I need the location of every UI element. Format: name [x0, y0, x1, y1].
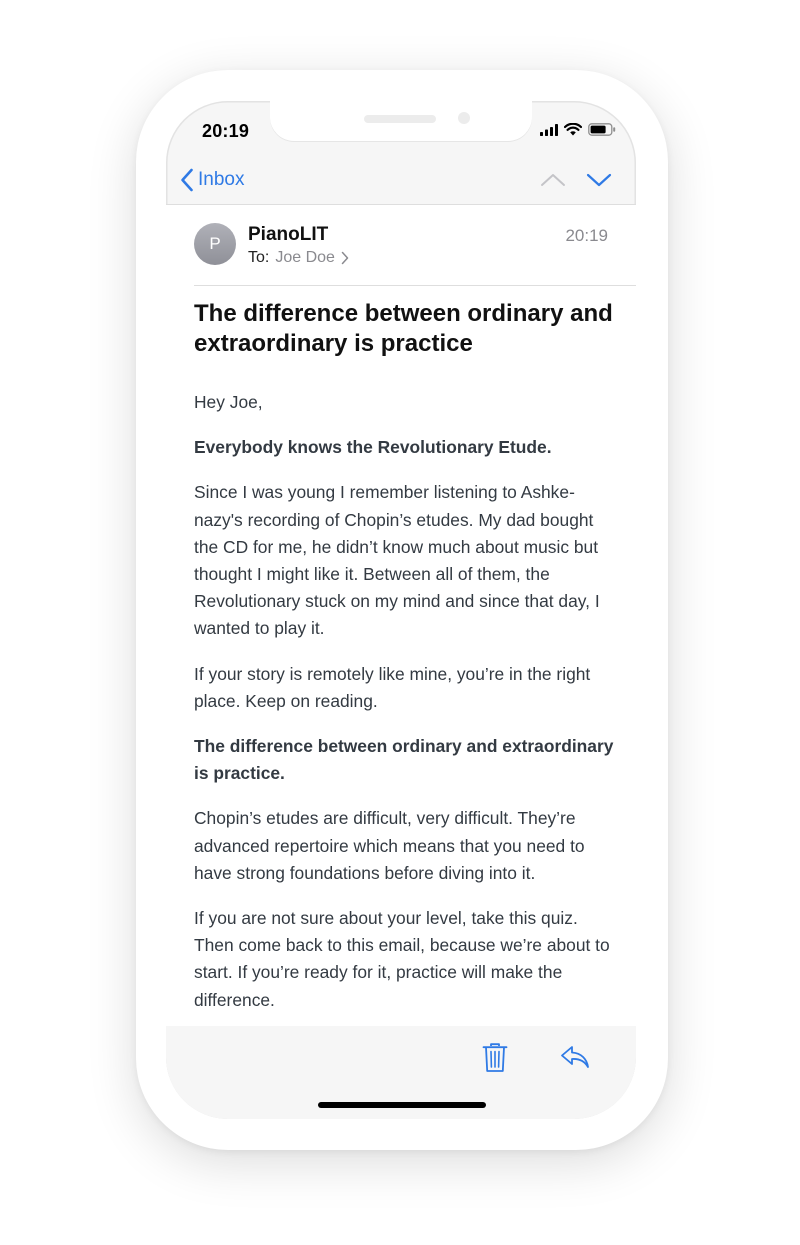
- reply-icon: [560, 1045, 590, 1069]
- nav-bar: [166, 159, 636, 205]
- body-paragraph: Since I was young I remember listening to Ashkenazy's recording of Chopin’s etudes. My dad bought the CD for me, he didn’t know much about music but thought I might like it. Between all of them, the Revolutionary stuck on my mind and since that day, I wanted to play it.: [194, 482, 600, 639]
- recipient-row[interactable]: [248, 249, 349, 267]
- signal-icon: [540, 124, 558, 136]
- chevron-up-icon: [540, 167, 566, 193]
- body-paragraph: Hey Joe,: [194, 392, 263, 412]
- header-divider: [194, 285, 636, 286]
- sender-name[interactable]: PianoLIT: [248, 224, 329, 245]
- body-paragraph: If you are not sure about your level, take this quiz. Then come back to this email, because we’re about to start. If you’re ready for it, practice will make the difference.: [194, 908, 610, 1010]
- message-subject: The difference between ordinary and extraordinary is practice: [194, 300, 613, 357]
- trash-icon: [482, 1043, 508, 1073]
- body-paragraph: If your story is remotely like mine, you’re in the right place. Keep on reading.: [194, 663, 591, 711]
- body-paragraph: Chopin’s etudes are difficult, very difficult. They’re advanced repertoire which means that you need to have strong foundations before diving into it.: [194, 808, 585, 883]
- previous-message-button[interactable]: [540, 167, 566, 198]
- back-label: Inbox: [198, 169, 245, 190]
- status-time: 20:19: [202, 121, 250, 141]
- bottom-toolbar: [166, 1026, 636, 1119]
- wifi-icon: [564, 123, 582, 136]
- phone-screen: [166, 101, 636, 1119]
- avatar[interactable]: P: [194, 223, 236, 265]
- message-body[interactable]: [194, 389, 614, 1027]
- status-icons: [540, 123, 616, 136]
- chevron-right-icon: [341, 251, 349, 265]
- delete-button[interactable]: [482, 1043, 508, 1078]
- to-label: To:: [248, 249, 270, 266]
- home-indicator[interactable]: [318, 1102, 486, 1108]
- chevron-left-icon: [180, 168, 194, 192]
- back-button[interactable]: [180, 165, 244, 195]
- body-paragraph: Everybody knows the Revolutionary Etude.: [194, 437, 552, 458]
- speaker: [364, 115, 436, 123]
- body-paragraph: The difference between ordinary and extraordinary is practice.: [194, 736, 614, 784]
- message-view: [166, 204, 636, 1027]
- battery-icon: [588, 123, 616, 136]
- chevron-down-icon: [586, 167, 612, 193]
- front-camera: [458, 112, 470, 124]
- notch: [270, 101, 532, 141]
- next-message-button[interactable]: [586, 167, 612, 198]
- recipient-name: Joe Doe: [275, 249, 335, 266]
- message-time: 20:19: [565, 226, 608, 245]
- reply-button[interactable]: [560, 1045, 590, 1074]
